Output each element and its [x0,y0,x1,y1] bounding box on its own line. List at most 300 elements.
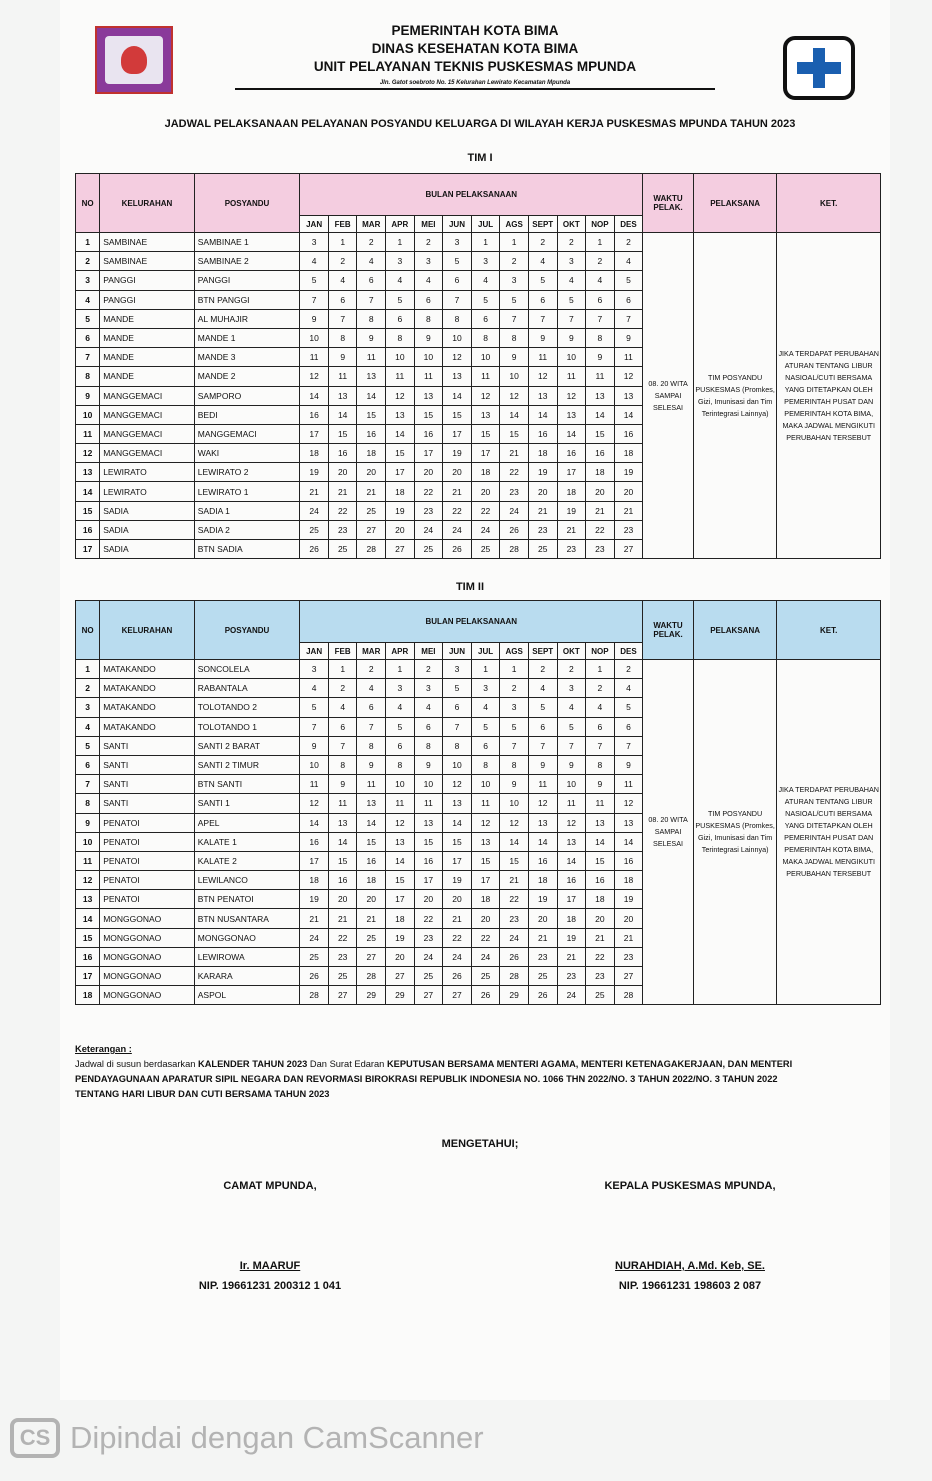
row-posyandu: TOLOTANDO 1 [194,717,300,736]
schedule-day-cell: 3 [414,679,443,698]
schedule-day-cell: 23 [586,967,615,986]
schedule-day-cell: 9 [328,775,357,794]
schedule-day-cell: 5 [557,717,586,736]
schedule-day-cell: 6 [328,290,357,309]
schedule-day-cell: 5 [386,290,415,309]
left-signatory-nip: NIP. 19661231 200312 1 041 [198,1280,342,1292]
kota-bima-emblem-icon [95,26,173,94]
month-header: MEI [414,216,443,233]
schedule-day-cell: 7 [300,290,329,309]
schedule-day-cell: 24 [300,501,329,520]
schedule-day-cell: 4 [528,679,557,698]
schedule-day-cell: 14 [557,424,586,443]
schedule-day-cell: 21 [357,482,386,501]
schedule-day-cell: 12 [386,386,415,405]
schedule-day-cell: 8 [386,755,415,774]
schedule-day-cell: 24 [414,947,443,966]
row-posyandu: BTN PANGGI [194,290,300,309]
month-header: MAR [357,643,386,660]
month-header: JAN [300,643,329,660]
schedule-day-cell: 15 [414,405,443,424]
schedule-day-cell: 5 [528,698,557,717]
schedule-day-cell: 26 [471,986,500,1005]
note-line-1-mid: Dan Surat Edaran [307,1059,387,1069]
schedule-day-cell: 7 [528,736,557,755]
schedule-day-cell: 25 [528,540,557,559]
schedule-day-cell: 4 [357,252,386,271]
schedule-day-cell: 18 [471,463,500,482]
schedule-day-cell: 18 [357,871,386,890]
schedule-day-cell: 6 [443,698,472,717]
row-posyandu: BEDI [194,405,300,424]
schedule-day-cell: 20 [357,890,386,909]
schedule-day-cell: 9 [586,775,615,794]
schedule-day-cell: 28 [500,967,529,986]
right-signatory-name: NURAHDIAH, A.Md. Keb, SE. [615,1260,765,1272]
schedule-day-cell: 3 [300,233,329,252]
row-posyandu: KALATE 1 [194,832,300,851]
row-kelurahan: PENATOI [100,890,195,909]
schedule-day-cell: 2 [528,660,557,679]
schedule-day-cell: 13 [471,832,500,851]
schedule-day-cell: 17 [471,871,500,890]
schedule-day-cell: 21 [557,947,586,966]
schedule-day-cell: 22 [500,890,529,909]
schedule-day-cell: 16 [586,444,615,463]
schedule-day-cell: 15 [328,424,357,443]
row-kelurahan: SANTI [100,755,195,774]
row-kelurahan: MONGGONAO [100,986,195,1005]
schedule-day-cell: 15 [386,444,415,463]
schedule-day-cell: 21 [614,501,643,520]
schedule-day-cell: 23 [557,967,586,986]
schedule-day-cell: 6 [528,290,557,309]
schedule-day-cell: 8 [443,309,472,328]
schedule-day-cell: 3 [500,271,529,290]
schedule-day-cell: 2 [357,660,386,679]
schedule-day-cell: 4 [386,271,415,290]
schedule-day-cell: 20 [386,520,415,539]
schedule-day-cell: 23 [614,520,643,539]
schedule-day-cell: 10 [386,348,415,367]
schedule-day-cell: 17 [443,424,472,443]
row-no: 9 [76,386,100,405]
schedule-day-cell: 19 [528,463,557,482]
schedule-day-cell: 1 [586,233,615,252]
schedule-day-cell: 21 [586,928,615,947]
col-no-header: NO [76,601,100,660]
row-kelurahan: MATAKANDO [100,698,195,717]
schedule-day-cell: 9 [586,348,615,367]
schedule-day-cell: 21 [300,909,329,928]
schedule-day-cell: 13 [357,367,386,386]
schedule-day-cell: 15 [357,405,386,424]
schedule-day-cell: 12 [557,386,586,405]
schedule-day-cell: 3 [500,698,529,717]
schedule-day-cell: 17 [443,851,472,870]
schedule-day-cell: 13 [357,794,386,813]
schedule-day-cell: 11 [300,775,329,794]
row-posyandu: TOLOTANDO 2 [194,698,300,717]
row-no: 16 [76,520,100,539]
schedule-day-cell: 11 [328,367,357,386]
schedule-day-cell: 22 [471,501,500,520]
note-line-1-pre: Jadwal di susun berdasarkan [75,1059,198,1069]
row-posyandu: BTN NUSANTARA [194,909,300,928]
schedule-day-cell: 22 [586,947,615,966]
schedule-day-cell: 13 [614,386,643,405]
schedule-day-cell: 14 [386,851,415,870]
schedule-day-cell: 17 [557,463,586,482]
row-kelurahan: MANDE [100,328,195,347]
row-posyandu: LEWILANCO [194,871,300,890]
schedule-day-cell: 15 [414,832,443,851]
schedule-day-cell: 23 [414,501,443,520]
schedule-day-cell: 2 [614,660,643,679]
pelaksana-cell: TIM POSYANDU PUSKESMAS (Promkes, Gizi, Imunisasi dan Tim Terintegrasi Lainnya) [693,233,777,559]
schedule-day-cell: 4 [357,679,386,698]
schedule-day-cell: 7 [586,309,615,328]
schedule-day-cell: 26 [300,540,329,559]
schedule-day-cell: 10 [557,348,586,367]
schedule-day-cell: 24 [443,947,472,966]
schedule-day-cell: 16 [557,444,586,463]
schedule-day-cell: 20 [471,909,500,928]
schedule-day-cell: 20 [586,482,615,501]
schedule-day-cell: 7 [614,309,643,328]
row-kelurahan: MATAKANDO [100,717,195,736]
row-no: 7 [76,348,100,367]
schedule-day-cell: 6 [471,309,500,328]
row-kelurahan: MANGGEMACI [100,444,195,463]
month-header: MEI [414,643,443,660]
schedule-day-cell: 15 [586,424,615,443]
waktu-cell: 08. 20 WITA SAMPAI SELESAI [643,233,694,559]
schedule-day-cell: 6 [328,717,357,736]
row-posyandu: SAMPORO [194,386,300,405]
schedule-day-cell: 8 [328,755,357,774]
schedule-day-cell: 14 [443,386,472,405]
row-kelurahan: PANGGI [100,290,195,309]
row-kelurahan: SAMBINAE [100,252,195,271]
schedule-day-cell: 14 [328,405,357,424]
schedule-day-cell: 5 [500,290,529,309]
row-no: 6 [76,755,100,774]
row-no: 12 [76,871,100,890]
row-posyandu: LEWIRATO 1 [194,482,300,501]
schedule-day-cell: 11 [357,348,386,367]
schedule-day-cell: 23 [614,947,643,966]
schedule-day-cell: 11 [586,367,615,386]
schedule-day-cell: 25 [328,540,357,559]
schedule-day-cell: 23 [528,520,557,539]
schedule-day-cell: 14 [300,813,329,832]
schedule-day-cell: 18 [614,871,643,890]
schedule-day-cell: 15 [386,871,415,890]
schedule-day-cell: 13 [557,832,586,851]
schedule-day-cell: 13 [471,405,500,424]
row-kelurahan: MANGGEMACI [100,386,195,405]
schedule-day-cell: 10 [414,348,443,367]
schedule-day-cell: 23 [500,909,529,928]
schedule-day-cell: 13 [443,794,472,813]
schedule-day-cell: 16 [414,424,443,443]
schedule-day-cell: 15 [443,405,472,424]
schedule-day-cell: 15 [500,851,529,870]
month-header: JUN [443,216,472,233]
row-no: 17 [76,967,100,986]
schedule-day-cell: 10 [443,755,472,774]
schedule-day-cell: 9 [528,755,557,774]
schedule-day-cell: 28 [614,986,643,1005]
schedule-day-cell: 7 [357,290,386,309]
schedule-day-cell: 19 [557,501,586,520]
row-kelurahan: PENATOI [100,832,195,851]
camscanner-watermark [10,1418,484,1458]
row-kelurahan: SADIA [100,501,195,520]
schedule-day-cell: 9 [414,328,443,347]
schedule-day-cell: 20 [386,947,415,966]
row-kelurahan: MANDE [100,348,195,367]
schedule-day-cell: 1 [328,233,357,252]
schedule-day-cell: 13 [586,813,615,832]
row-no: 8 [76,794,100,813]
schedule-day-cell: 24 [471,947,500,966]
tim-1-label: TIM I [467,152,493,164]
row-posyandu: SADIA 1 [194,501,300,520]
schedule-day-cell: 14 [614,832,643,851]
schedule-day-cell: 24 [500,501,529,520]
schedule-day-cell: 10 [386,775,415,794]
schedule-day-cell: 12 [500,386,529,405]
schedule-day-cell: 27 [443,986,472,1005]
schedule-day-cell: 18 [357,444,386,463]
row-posyandu: ASPOL [194,986,300,1005]
schedule-day-cell: 18 [586,890,615,909]
schedule-day-cell: 13 [443,367,472,386]
schedule-day-cell: 16 [328,444,357,463]
schedule-day-cell: 6 [614,717,643,736]
schedule-day-cell: 14 [557,851,586,870]
schedule-day-cell: 5 [557,290,586,309]
row-kelurahan: PENATOI [100,813,195,832]
pelaksana-cell: TIM POSYANDU PUSKESMAS (Promkes, Gizi, Imunisasi dan Tim Terintegrasi Lainnya) [693,660,777,1005]
schedule-day-cell: 4 [414,698,443,717]
schedule-day-cell: 27 [386,967,415,986]
schedule-day-cell: 8 [443,736,472,755]
schedule-day-cell: 4 [586,698,615,717]
row-posyandu: MANDE 3 [194,348,300,367]
row-no: 10 [76,405,100,424]
schedule-day-cell: 8 [328,328,357,347]
schedule-day-cell: 17 [300,424,329,443]
schedule-day-cell: 20 [443,463,472,482]
schedule-day-cell: 12 [300,367,329,386]
schedule-day-cell: 21 [586,501,615,520]
note-line-2: PENDAYAGUNAAN APARATUR SIPIL NEGARA DAN REVORMASI BIROKRASI REPUBLIK INDONESIA NO. 1066 THN 2022/NO. 3 TAHUN 2022/NO. 3 TAHUN 2022 [75,1074,778,1084]
schedule-day-cell: 1 [386,233,415,252]
schedule-day-cell: 23 [328,520,357,539]
table-row [76,233,881,252]
row-posyandu: SAMBINAE 2 [194,252,300,271]
schedule-day-cell: 18 [386,909,415,928]
month-header: FEB [328,216,357,233]
schedule-day-cell: 16 [300,405,329,424]
schedule-day-cell: 7 [443,290,472,309]
row-posyandu: SANTI 2 BARAT [194,736,300,755]
schedule-day-cell: 18 [614,444,643,463]
schedule-day-cell: 26 [528,986,557,1005]
schedule-day-cell: 25 [300,520,329,539]
schedule-day-cell: 7 [614,736,643,755]
row-no: 14 [76,909,100,928]
schedule-day-cell: 6 [443,271,472,290]
row-no: 3 [76,271,100,290]
month-header: SEPT [528,643,557,660]
col-no-header: NO [76,174,100,233]
col-bulan-header: BULAN PELAKSANAAN [300,601,643,643]
row-no: 18 [76,986,100,1005]
schedule-day-cell: 27 [357,947,386,966]
schedule-day-cell: 5 [471,717,500,736]
row-no: 1 [76,660,100,679]
schedule-day-cell: 13 [586,386,615,405]
schedule-day-cell: 8 [471,755,500,774]
schedule-day-cell: 3 [443,233,472,252]
month-header: APR [386,643,415,660]
row-posyandu: KARARA [194,967,300,986]
schedule-day-cell: 8 [414,736,443,755]
schedule-day-cell: 3 [471,679,500,698]
schedule-day-cell: 24 [500,928,529,947]
schedule-day-cell: 7 [357,717,386,736]
schedule-day-cell: 11 [300,348,329,367]
month-header: JUL [471,643,500,660]
schedule-day-cell: 22 [414,482,443,501]
row-posyandu: SANTI 1 [194,794,300,813]
schedule-day-cell: 7 [528,309,557,328]
schedule-day-cell: 19 [443,444,472,463]
month-header: SEPT [528,216,557,233]
schedule-day-cell: 2 [586,252,615,271]
schedule-day-cell: 23 [500,482,529,501]
col-kelurahan-header: KELURAHAN [100,174,195,233]
row-posyandu: MANGGEMACI [194,424,300,443]
schedule-day-cell: 9 [557,328,586,347]
schedule-day-cell: 5 [528,271,557,290]
schedule-day-cell: 26 [300,967,329,986]
schedule-day-cell: 8 [414,309,443,328]
schedule-day-cell: 16 [357,424,386,443]
schedule-day-cell: 5 [443,252,472,271]
schedule-day-cell: 7 [300,717,329,736]
row-kelurahan: LEWIRATO [100,482,195,501]
schedule-day-cell: 14 [357,386,386,405]
schedule-day-cell: 14 [528,832,557,851]
schedule-day-cell: 22 [328,928,357,947]
row-posyandu: MONGGONAO [194,928,300,947]
row-kelurahan: PANGGI [100,271,195,290]
schedule-day-cell: 11 [471,367,500,386]
schedule-day-cell: 8 [357,736,386,755]
schedule-day-cell: 16 [328,871,357,890]
month-header: OKT [557,216,586,233]
row-posyandu: BTN SADIA [194,540,300,559]
schedule-day-cell: 3 [557,679,586,698]
schedule-day-cell: 20 [528,909,557,928]
note-line-1 [75,1057,885,1072]
schedule-day-cell: 12 [443,348,472,367]
letterhead [95,14,855,104]
schedule-day-cell: 20 [614,909,643,928]
schedule-day-cell: 28 [300,986,329,1005]
schedule-day-cell: 15 [443,832,472,851]
schedule-day-cell: 27 [328,986,357,1005]
schedule-day-cell: 5 [443,679,472,698]
schedule-day-cell: 13 [528,813,557,832]
schedule-day-cell: 9 [500,775,529,794]
schedule-day-cell: 12 [443,775,472,794]
schedule-day-cell: 14 [586,832,615,851]
month-header: JUN [443,643,472,660]
schedule-day-cell: 17 [386,890,415,909]
schedule-day-cell: 17 [300,851,329,870]
schedule-day-cell: 18 [557,482,586,501]
schedule-day-cell: 15 [328,851,357,870]
schedule-day-cell: 20 [586,909,615,928]
schedule-day-cell: 17 [471,444,500,463]
schedule-day-cell: 23 [328,947,357,966]
schedule-day-cell: 21 [557,520,586,539]
schedule-day-cell: 6 [586,290,615,309]
schedule-day-cell: 25 [357,928,386,947]
schedule-day-cell: 11 [357,775,386,794]
schedule-day-cell: 15 [471,851,500,870]
right-signatory-nip: NIP. 19661231 198603 2 087 [618,1280,762,1292]
month-header: DES [614,643,643,660]
row-posyandu: SADIA 2 [194,520,300,539]
schedule-day-cell: 29 [386,986,415,1005]
note-block [75,1042,885,1102]
row-posyandu: SAMBINAE 1 [194,233,300,252]
schedule-day-cell: 22 [443,928,472,947]
schedule-day-cell: 14 [300,386,329,405]
schedule-day-cell: 10 [414,775,443,794]
schedule-day-cell: 8 [500,328,529,347]
header-address: Jln. Gatot soebroto No. 15 Kelurahan Lewirato Kecamatan Mpunda [235,78,715,90]
waktu-cell: 08. 20 WITA SAMPAI SELESAI [643,660,694,1005]
ket-cell: JIKA TERDAPAT PERUBAHAN ATURAN TENTANG LIBUR NASIOAL/CUTI BERSAMA YANG DITETAPKAN OLEH PEMERINTAH PUSAT DAN PEMERINTAH KOTA BIMA, MAKA JADWAL MENGIKUTI PERUBAHAN TERSEBUT [777,233,881,559]
schedule-day-cell: 4 [328,271,357,290]
schedule-day-cell: 4 [528,252,557,271]
schedule-day-cell: 6 [528,717,557,736]
schedule-day-cell: 3 [443,660,472,679]
schedule-day-cell: 20 [414,890,443,909]
schedule-day-cell: 19 [443,871,472,890]
row-kelurahan: MONGGONAO [100,967,195,986]
schedule-day-cell: 6 [586,717,615,736]
schedule-day-cell: 28 [357,967,386,986]
schedule-day-cell: 27 [614,540,643,559]
schedule-day-cell: 23 [586,540,615,559]
row-posyandu: RABANTALA [194,679,300,698]
schedule-day-cell: 12 [614,367,643,386]
schedule-day-cell: 17 [557,890,586,909]
row-kelurahan: MONGGONAO [100,947,195,966]
schedule-day-cell: 5 [471,290,500,309]
schedule-day-cell: 14 [614,405,643,424]
schedule-day-cell: 7 [557,736,586,755]
